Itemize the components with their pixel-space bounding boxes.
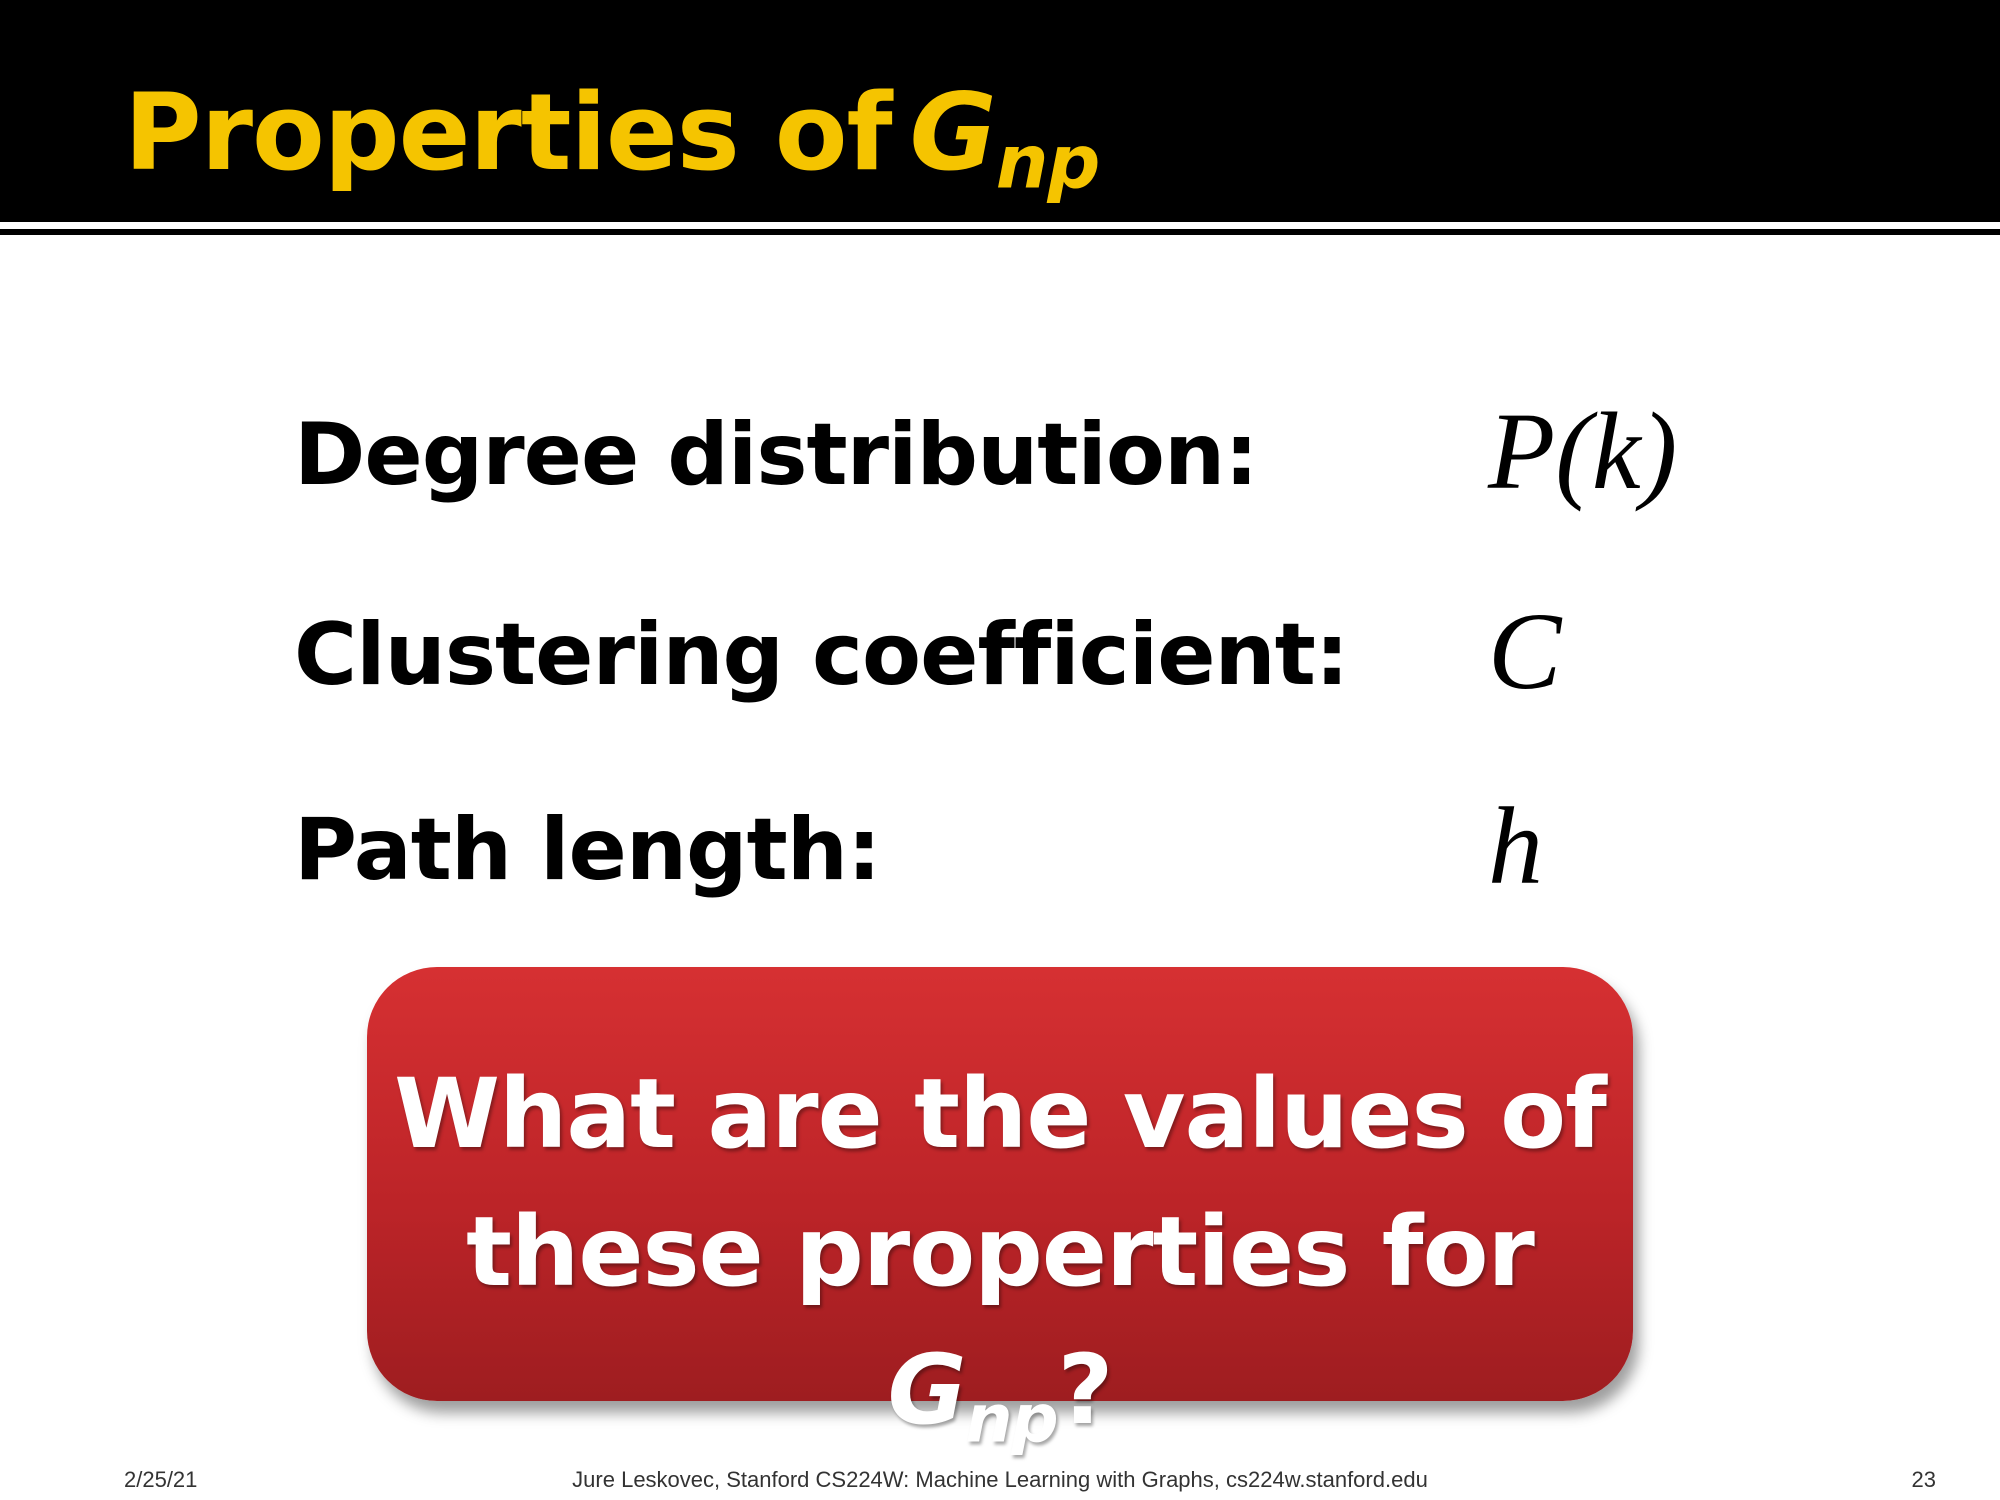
property-label: Clustering coefficient: [294,605,1349,705]
property-label: Degree distribution: [294,405,1258,505]
property-row-path-length [294,785,1794,915]
property-symbol: P(k) [1488,390,1678,512]
question-callout [367,967,1633,1458]
question-text [367,1045,1633,1459]
footer-date: 2/25/21 [124,1467,198,1492]
header-divider [0,229,2000,235]
property-row-clustering-coefficient [294,590,1794,720]
slide-title [124,58,1099,208]
question-line-1: What are the values of [394,1058,1606,1170]
page-number: 23 [1911,1467,1936,1492]
title-subscript: np [995,119,1100,206]
property-symbol: C [1488,590,1562,712]
property-row-degree-distribution [294,390,1794,520]
title-text: Properties of [124,71,892,194]
question-mark: ? [1057,1334,1113,1446]
title-symbol: G [909,71,996,194]
question-subscript: np [965,1380,1058,1458]
question-line-2-prefix: these properties for [466,1196,1534,1308]
property-symbol: h [1488,785,1543,907]
property-label: Path length: [294,800,881,900]
question-symbol: G [887,1334,966,1446]
footer-credit: Jure Leskovec, Stanford CS224W: Machine Learning with Graphs, cs224w.stanford.edu [572,1467,1428,1492]
